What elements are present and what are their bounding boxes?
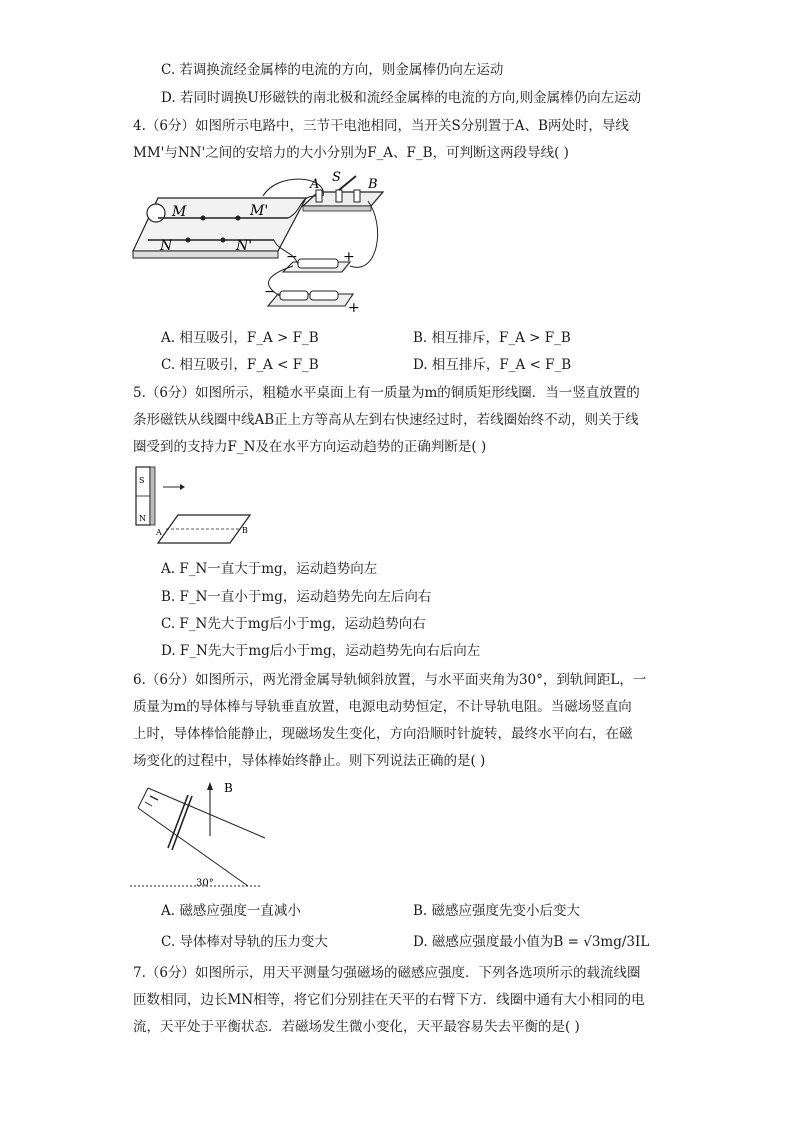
q4-option-c[interactable]: C. 相互吸引，F_A < F_B bbox=[161, 357, 319, 373]
q6-figure bbox=[130, 778, 280, 894]
battery-icon-1 bbox=[298, 259, 338, 268]
q4-figure bbox=[128, 166, 398, 320]
q5-stem-line-2: 条形磁铁从线圈中线AB正上方等高从左到右快速经过时，若线圈始终不动，则关于线 bbox=[133, 412, 639, 428]
q4-option-b[interactable]: B. 相互排斥，F_A > F_B bbox=[413, 330, 571, 346]
q6-stem-line-2: 质量为m的导体棒与导轨垂直放置，电源电动势恒定，不计导轨电阻。当磁场竖直向 bbox=[133, 699, 632, 715]
switch-board bbox=[303, 192, 383, 206]
option-c-prev[interactable]: C. 若调换流经金属棒的电流的方向，则金属棒仍向左运动 bbox=[161, 62, 504, 78]
label-b: B bbox=[368, 177, 378, 192]
battery1-minus: − bbox=[286, 249, 298, 265]
q6-option-a[interactable]: A. 磁感应强度一直减小 bbox=[161, 903, 301, 919]
q5-option-b[interactable]: B. F_N一直小于mg，运动趋势先向左后向右 bbox=[161, 589, 432, 605]
q5-option-c[interactable]: C. F_N先大于mg后小于mg，运动趋势向右 bbox=[161, 616, 426, 632]
q6-option-d[interactable]: D. 磁感应强度最小值为B = √3mg/3IL bbox=[413, 934, 650, 950]
q5-figure bbox=[130, 463, 270, 557]
battery2-minus: − bbox=[264, 284, 276, 300]
magnet-label-n: N bbox=[139, 514, 146, 523]
q6-stem-line-1: 6.（6分）如图所示，两光滑金属导轨倾斜放置，与水平面夹角为30°，到轨间距L，一 bbox=[133, 672, 647, 688]
rail-top bbox=[148, 788, 265, 838]
label-m-prime: M' bbox=[250, 203, 269, 219]
q5-option-d[interactable]: D. F_N先大于mg后小于mg，运动趋势先向右后向左 bbox=[161, 643, 481, 659]
q6-stem-line-3: 上时，导体棒恰能静止，现磁场发生变化，方向沿顺时针旋转，最终水平向右，在磁 bbox=[133, 726, 633, 742]
battery-icon-3 bbox=[310, 291, 338, 300]
q5-option-a[interactable]: A. F_N一直大于mg，运动趋势向左 bbox=[161, 561, 378, 577]
q6-option-c[interactable]: C. 导体棒对导轨的压力变大 bbox=[161, 934, 328, 950]
magnet-label-s: S bbox=[139, 476, 145, 485]
label-n-prime: N' bbox=[236, 238, 253, 254]
q4-option-d[interactable]: D. 相互排斥，F_A < F_B bbox=[413, 357, 572, 373]
q5-stem-line-1: 5.（6分）如图所示，粗糙水平桌面上有一质量为m的铜质矩形线圈．当一竖直放置的 bbox=[133, 385, 640, 401]
battery-symbol bbox=[150, 796, 158, 800]
q7-stem-line-3: 流，天平处于平衡状态．若磁场发生微小变化，天平最容易失去平衡的是( ) bbox=[133, 1019, 580, 1035]
label-a: A bbox=[310, 177, 320, 192]
battery2-plus: + bbox=[348, 300, 360, 316]
conductor-rod[interactable] bbox=[168, 795, 188, 848]
coil-label-a: A bbox=[156, 528, 162, 537]
option-d-prev[interactable]: D. 若同时调换U形磁铁的南北极和流经金属棒的电流的方向,则金属棒仍向左运动 bbox=[161, 90, 642, 106]
label-n: N bbox=[160, 238, 173, 254]
label-s: S bbox=[332, 170, 341, 185]
label-b-field: B bbox=[224, 781, 233, 795]
rail-bottom bbox=[138, 808, 248, 886]
q5-stem-line-3: 圈受到的支持力F_N及在水平方向运动趋势的正确判断是( ) bbox=[133, 439, 487, 455]
q4-stem-line-2: MM'与NN'之间的安培力的大小分别为F_A、F_B，可判断这两段导线( ) bbox=[133, 145, 569, 161]
bulb-icon bbox=[147, 204, 165, 222]
q6-stem-line-4: 场变化的过程中，导体棒始终静止。则下列说法正确的是( ) bbox=[133, 753, 486, 769]
coil-label-b: B bbox=[242, 526, 248, 535]
q4-board-edge bbox=[133, 251, 278, 258]
q7-stem-line-2: 匝数相同，边长MN相等，将它们分别挂在天平的右臂下方．线圈中通有大小相同的电 bbox=[133, 992, 645, 1008]
angle-label: 30° bbox=[196, 878, 214, 889]
label-m: M bbox=[172, 204, 187, 220]
switch-lever[interactable] bbox=[339, 176, 356, 190]
battery-icon-2 bbox=[280, 291, 308, 300]
q6-option-b[interactable]: B. 磁感应强度先变小后变大 bbox=[413, 903, 581, 919]
q4-stem-line-1: 4.（6分）如图所示电路中，三节干电池相同，当开关S分别置于A、B两处时，导线 bbox=[133, 118, 629, 134]
battery1-plus: + bbox=[343, 249, 355, 265]
q7-stem-line-1: 7.（6分）如图所示，用天平测量匀强磁场的磁感应强度．下列各选项所示的载流线圈 bbox=[133, 965, 641, 981]
q4-option-a[interactable]: A. 相互吸引，F_A > F_B bbox=[161, 330, 319, 346]
